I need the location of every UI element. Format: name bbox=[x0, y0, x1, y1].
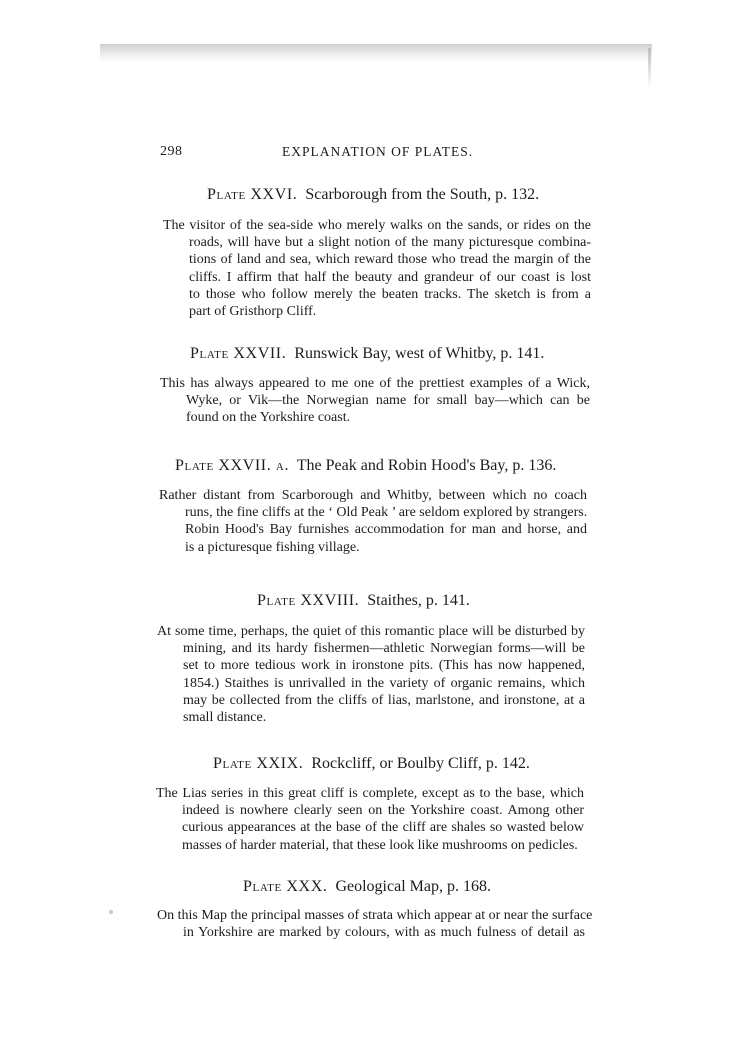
plate-description-xxviii bbox=[157, 623, 585, 726]
text-line: Robin Hood's Bay furnishes accommodation for man and horse, and bbox=[185, 522, 587, 538]
text-line: Wyke, or Vik—the Norwegian name for small bay—which can be bbox=[186, 393, 590, 409]
text-line: This has always appeared to me one of the prettiest examples of a Wick, bbox=[160, 376, 590, 391]
text-line: The Lias series in this great cliff is complete, except as to the base, which bbox=[156, 786, 584, 801]
plate-heading-xxvi bbox=[207, 186, 539, 204]
text-line: part of Gristhorp Cliff. bbox=[189, 304, 317, 320]
text-line: curious appearances at the base of the cliff are shales so wasted below bbox=[182, 820, 584, 836]
plate-label: Plate XXVIII. bbox=[257, 592, 360, 609]
text-line: is a picturesque fishing village. bbox=[185, 539, 360, 555]
scan-shadow-right bbox=[648, 48, 651, 88]
plate-heading-xxix bbox=[213, 755, 530, 773]
text-line: may be collected from the cliffs of lias, marlstone, and ironstone, at a bbox=[183, 692, 585, 708]
text-line: found on the Yorkshire coast. bbox=[186, 410, 351, 426]
text-line: cliffs. I affirm that half the beauty and grandeur of our coast is lost bbox=[189, 269, 591, 285]
plate-heading-xxvii bbox=[190, 345, 544, 363]
text-line: small distance. bbox=[183, 710, 267, 726]
plate-caption: Geological Map, p. 168. bbox=[335, 878, 491, 895]
running-head bbox=[160, 144, 590, 164]
text-line: Rather distant from Scarborough and Whitby, between which no coach bbox=[159, 488, 587, 503]
text-line: tions of land and sea, which reward those who tread the margin of the bbox=[189, 252, 591, 268]
plate-description-xxvi bbox=[163, 217, 591, 320]
page-number: 298 bbox=[160, 144, 183, 159]
text-line: roads, will have but a slight notion of the many picturesque combina- bbox=[189, 235, 591, 251]
plate-heading-xxvii-a bbox=[175, 457, 556, 475]
plate-label: Plate XXX. bbox=[243, 878, 328, 895]
plate-heading-xxviii bbox=[257, 592, 470, 610]
text-line: On this Map the principal masses of strata which appear at or near the surface bbox=[157, 908, 593, 923]
text-line: indeed is nowhere clearly seen on the Yorkshire coast. Among other bbox=[182, 803, 584, 819]
plate-description-xxix bbox=[156, 785, 584, 854]
plate-label: Plate XXVI. bbox=[207, 186, 298, 203]
paper-speck bbox=[109, 910, 113, 914]
text-line: set to more tedious work in ironstone pits. (This has now happened, bbox=[183, 658, 585, 674]
plate-description-xxx bbox=[157, 907, 593, 941]
plate-caption: The Peak and Robin Hood's Bay, p. 136. bbox=[296, 457, 557, 474]
text-line: 1854.) Staithes is unrivalled in the variety of organic remains, which bbox=[183, 675, 585, 691]
plate-label: Plate XXIX. bbox=[213, 755, 304, 772]
plate-caption: Scarborough from the South, p. 132. bbox=[305, 186, 540, 203]
plate-heading-xxx bbox=[243, 878, 491, 896]
plate-description-xxvii-a bbox=[159, 487, 587, 556]
plate-description-xxvii bbox=[160, 375, 590, 427]
text-line: At some time, perhaps, the quiet of this romantic place will be disturbed by bbox=[157, 624, 585, 639]
running-title: EXPLANATION OF PLATES. bbox=[282, 144, 474, 159]
plate-label: Plate XXVII. bbox=[190, 345, 287, 362]
text-line: in Yorkshire are marked by colours, with as much fulness of detail as bbox=[183, 925, 585, 941]
scan-shadow-top bbox=[100, 44, 652, 62]
text-line: mining, and its hardy fishermen—athletic Norwegian forms—will be bbox=[183, 641, 585, 657]
plate-caption: Runswick Bay, west of Whitby, p. 141. bbox=[294, 345, 545, 362]
plate-label: Plate XXVII. a. bbox=[175, 457, 290, 474]
plate-caption: Rockcliff, or Boulby Cliff, p. 142. bbox=[311, 755, 530, 772]
text-line: runs, the fine cliffs at the ‘ Old Peak ’ are seldom explored by strangers. bbox=[185, 505, 588, 521]
text-line: The visitor of the sea-side who merely walks on the sands, or rides on the bbox=[163, 218, 591, 233]
text-line: masses of harder material, that these look like mushrooms on pedicles. bbox=[182, 837, 578, 853]
text-line: to those who follow merely the beaten tracks. The sketch is from a bbox=[189, 286, 591, 302]
plate-caption: Staithes, p. 141. bbox=[367, 592, 470, 609]
